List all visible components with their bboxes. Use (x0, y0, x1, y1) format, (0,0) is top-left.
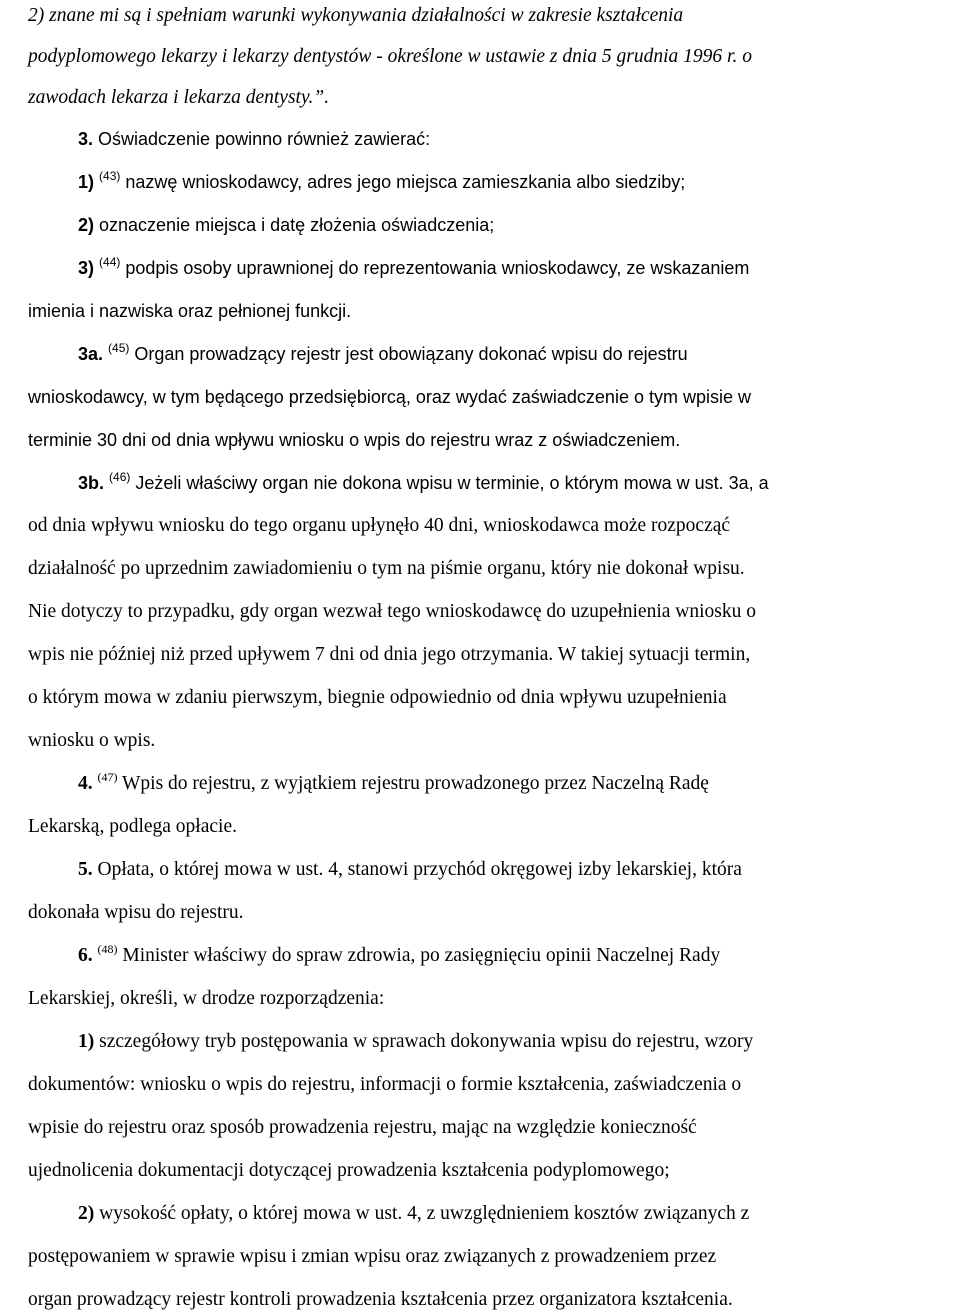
text-line (78, 1202, 749, 1226)
text-segment: działalność po uprzednim zawiadomieniu o tym na piśmie organu, który nie dokonał wpisu. (28, 558, 745, 579)
text-segment: oznaczenie miejsca i datę złożenia oświadczenia; (94, 215, 495, 235)
point-number: 4. (78, 773, 93, 794)
text-line (28, 1073, 741, 1097)
text-line (28, 815, 237, 839)
footnote-marker: (44) (99, 255, 121, 269)
point-number: 2) (78, 215, 95, 235)
text-segment: 2) znane mi są i spełniam warunki wykonywania działalności w zakresie kształcenia (28, 5, 684, 26)
text-segment: Wpis do rejestru, z wyjątkiem rejestru prowadzonego przez Naczelną Radę (117, 773, 709, 794)
text-segment: wnioskodawcy, w tym będącego przedsiębiorcą, oraz wydać zaświadczenie o tym wpisie w (28, 387, 751, 407)
footnote-marker: (48) (97, 942, 118, 956)
text-segment: organ prowadzący rejestr kontroli prowadzenia kształcenia przez organizatora kształcenia. (28, 1289, 733, 1310)
text-line (28, 686, 727, 710)
text-line (28, 1245, 716, 1269)
text-line (78, 471, 769, 495)
point-number: 3b. (78, 473, 105, 493)
text-line (28, 299, 351, 323)
point-number: 1) (78, 172, 95, 192)
text-segment: Opłata, o której mowa w ust. 4, stanowi przychód okręgowej izby lekarskiej, która (92, 859, 742, 880)
text-line (28, 729, 155, 753)
text-line (28, 901, 244, 925)
text-segment: nazwę wnioskodawcy, adres jego miejsca zamieszkania albo siedziby; (120, 172, 686, 192)
point-number: 1) (78, 1031, 95, 1052)
footnote-marker: (43) (99, 169, 121, 183)
text-segment: wniosku o wpis. (28, 730, 156, 751)
footnote-marker: (45) (108, 341, 130, 355)
point-number: 6. (78, 945, 93, 966)
text-line (28, 1159, 670, 1183)
text-line (28, 987, 384, 1011)
text-line (28, 514, 730, 538)
footnote-marker: (46) (109, 470, 131, 484)
text-line (78, 127, 430, 151)
text-line (28, 557, 745, 581)
text-line (78, 772, 709, 796)
text-segment: Jeżeli właściwy organ nie dokona wpisu w terminie, o którym mowa w ust. 3a, a (130, 473, 769, 493)
text-line (28, 600, 756, 624)
text-line (28, 643, 750, 667)
text-line (78, 213, 494, 237)
text-segment: zawodach lekarza i lekarza dentysty.”. (28, 87, 330, 108)
point-number: 5. (78, 859, 93, 880)
text-line (28, 4, 683, 28)
text-segment: dokonała wpisu do rejestru. (28, 902, 244, 923)
point-number: 3) (78, 258, 95, 278)
text-segment: imienia i nazwiska oraz pełnionej funkcji. (28, 301, 352, 321)
text-segment: postępowaniem w sprawie wpisu i zmian wpisu oraz związanych z prowadzeniem przez (28, 1246, 717, 1267)
text-line (78, 858, 742, 882)
text-line (78, 256, 749, 280)
point-number: 2) (78, 1203, 95, 1224)
text-line (28, 428, 680, 452)
text-line (28, 1288, 733, 1312)
text-segment: Nie dotyczy to przypadku, gdy organ wezwał tego wnioskodawcę do uzupełnienia wniosku o (28, 601, 756, 622)
text-segment: wysokość opłaty, o której mowa w ust. 4, z uwzględnieniem kosztów związanych z (94, 1203, 750, 1224)
text-line (78, 1030, 753, 1054)
text-segment: Oświadczenie powinno również zawierać: (93, 129, 431, 149)
text-segment: Organ prowadzący rejestr jest obowiązany dokonać wpisu do rejestru (129, 344, 688, 364)
text-segment: szczegółowy tryb postępowania w sprawach dokonywania wpisu do rejestru, wzory (94, 1031, 754, 1052)
footnote-marker: (47) (97, 770, 118, 784)
text-segment: wpisie do rejestru oraz sposób prowadzenia rejestru, mając na względzie konieczność (28, 1117, 697, 1138)
point-number: 3a. (78, 344, 104, 364)
text-segment: Lekarską, podlega opłacie. (28, 816, 237, 837)
text-segment: ujednolicenia dokumentacji dotyczącej prowadzenia kształcenia podyplomowego; (28, 1160, 670, 1181)
text-line (28, 45, 752, 69)
text-line (78, 342, 688, 366)
text-line (78, 944, 720, 968)
text-line (28, 86, 329, 110)
text-segment: dokumentów: wniosku o wpis do rejestru, informacji o formie kształcenia, zaświadczenia o (28, 1074, 742, 1095)
text-segment: wpis nie później niż przed upływem 7 dni od dnia jego otrzymania. W takiej sytuacji termin, (28, 644, 751, 665)
text-segment: podpis osoby uprawnionej do reprezentowania wnioskodawcy, ze wskazaniem (120, 258, 750, 278)
text-segment: od dnia wpływu wniosku do tego organu upłynęło 40 dni, wnioskodawca może rozpocząć (28, 515, 731, 536)
point-number: 3. (78, 129, 94, 149)
text-line (28, 1116, 697, 1140)
text-line (78, 170, 685, 194)
text-segment: podyplomowego lekarzy i lekarzy dentystów - określone w ustawie z dnia 5 grudnia 1996 r. o (28, 46, 752, 67)
text-segment: Lekarskiej, określi, w drodze rozporządzenia: (28, 988, 385, 1009)
text-segment: terminie 30 dni od dnia wpływu wniosku o wpis do rejestru wraz z oświadczeniem. (28, 430, 681, 450)
text-line (28, 385, 751, 409)
text-segment: o którym mowa w zdaniu pierwszym, biegnie odpowiednio od dnia wpływu uzupełnienia (28, 687, 727, 708)
text-segment: Minister właściwy do spraw zdrowia, po zasięgnięciu opinii Naczelnej Rady (117, 945, 721, 966)
